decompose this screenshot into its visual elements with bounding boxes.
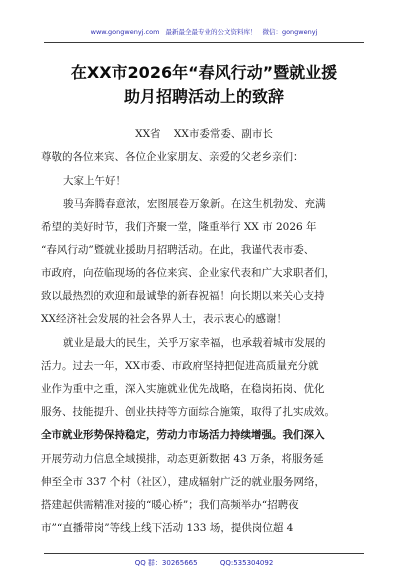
header-wechat: 微信：gongwenyj	[262, 28, 318, 36]
page-footer	[78, 558, 330, 568]
body-line: 开展劳动力信息全域摸排，动态更新数据 43 万条，将服务延	[41, 453, 324, 465]
body-line: 致以最热烈的欢迎和最诚挚的新春祝福！向长期以来关心支持	[41, 290, 325, 302]
body-line: 业作为重中之重，深入实施就业优先战略，在稳岗拓岗、优化	[41, 383, 325, 395]
body-line: 活力。过去一年，XX市委、市政府坚持把促进高质量充分就	[41, 360, 319, 372]
body-line: 就业是最大的民生，关乎万家幸福，也承载着城市发展的	[63, 337, 326, 349]
body-line: 市政府，向莅临现场的各位来宾、企业家代表和广大求职者们，	[41, 267, 335, 279]
body-line: 骏马奔腾春意浓，宏图展卷万象新。在这生机勃发、充满	[63, 198, 326, 210]
footer-qq-group: QQ 群：30265665	[134, 559, 198, 567]
body-line: 希望的美好时节，我们齐聚一堂，隆重举行 XX 市 2026 年	[41, 221, 317, 233]
body-line: 搭建起供需精准对接的“暖心桥”；我们高频举办“招聘夜	[41, 499, 299, 511]
header-site-link[interactable]: www.gongwenyj.com	[90, 28, 160, 36]
header-slogan: 最新最全最专业的公文资料库！	[165, 28, 257, 36]
document-title-line-1: 在XX市2026年“春风行动”暨就业援	[70, 63, 338, 82]
page-header	[78, 27, 330, 37]
author-line: XX省 XX市委常委、副市长	[135, 128, 273, 140]
document-title-line-2: 助月招聘活动上的致辞	[123, 87, 284, 106]
body-line: 服务、技能提升、创业扶持等方面综合施策，取得了扎实成效。	[41, 406, 335, 418]
footer-divider	[44, 553, 364, 554]
body-line: “春风行动”暨就业援助月招聘活动。在此，我谨代表市委、	[41, 244, 315, 256]
body-line: 全市就业形势保持稳定，劳动力市场活力持续增强。我们深入	[41, 429, 325, 441]
body-line: 伸至全市 337 个村（社区），建成辐射广泛的就业服务网络，	[41, 476, 325, 488]
salutation-line: 尊敬的各位来宾、各位企业家朋友、亲爱的父老乡亲们：	[41, 151, 304, 163]
body-line: 市”“直播带岗”等线上线下活动 133 场，提供岗位超 4	[41, 522, 294, 534]
footer-qq: QQ:535304092	[219, 559, 274, 567]
greeting-line: 大家上午好！	[63, 175, 126, 187]
body-line: XX经济社会发展的社会各界人士，表示衷心的感谢！	[41, 313, 287, 325]
header-divider	[44, 42, 364, 43]
